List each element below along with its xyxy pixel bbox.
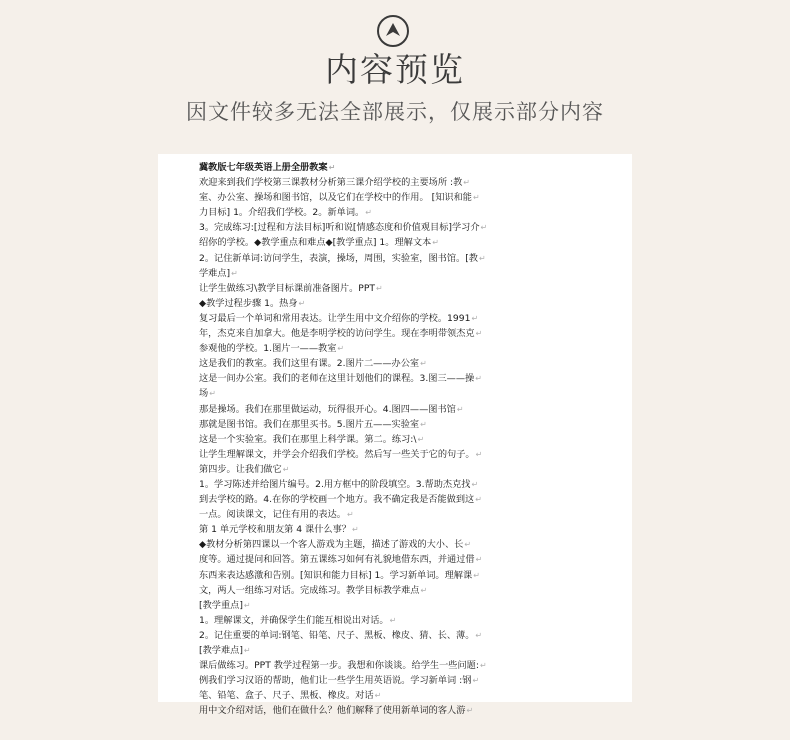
document-line-text: 第 1 单元学校和朋友第 4 课什么事？ [199, 524, 351, 536]
document-line [199, 598, 619, 613]
document-line-text: 例我们学习汉语的帮助，他们让一些学生用英语说。学习新单词 :钢 [199, 675, 472, 687]
paragraph-mark-icon: ↵ [420, 359, 427, 369]
paragraph-mark-icon: ↵ [420, 585, 428, 595]
document-line-text: 度等。通过提问和回答。第五课练习如何有礼貌地借东西，并通过借 [199, 554, 475, 566]
document-line-text: [教学难点] [199, 645, 243, 656]
document-line [199, 643, 619, 658]
document-line [199, 205, 619, 220]
paragraph-mark-icon: ↵ [473, 570, 480, 580]
document-line-text: 一点。阅读课文，记住有用的表达。 [199, 509, 346, 521]
paragraph-mark-icon: ↵ [243, 600, 251, 610]
document-line-text: 冀教版七年级英语上册全册教案 [199, 162, 328, 173]
document-line-text: 绍你的学校。◆教学重点和难点◆[教学重点] 1。理解文本 [199, 237, 432, 249]
document-line-text: 场 [199, 388, 209, 400]
document-line-text: 室、办公室、操场和图书馆，以及它们在学校中的作用。 [知识和能 [199, 192, 472, 204]
paragraph-mark-icon: ↵ [466, 706, 474, 716]
paragraph-mark-icon: ↵ [472, 676, 480, 686]
document-line [199, 552, 619, 567]
paragraph-mark-icon: ↵ [420, 419, 427, 429]
paragraph-mark-icon: ↵ [209, 389, 216, 399]
paragraph-mark-icon: ↵ [432, 238, 439, 248]
document-line-text: [教学重点] [199, 599, 243, 611]
document-line-text: 3。完成练习:[过程和方法目标]听和说[情感态度和价值观目标]学习介 [199, 222, 480, 234]
paragraph-mark-icon: ↵ [471, 313, 479, 323]
document-line-text: 这是我们的教室。我们这里有课。2.图片二——办公室 [199, 358, 420, 370]
document-line [199, 537, 619, 552]
document-line [199, 220, 619, 235]
document-line [199, 628, 619, 643]
document-line-text: 1。理解课文，并确保学生们能互相说出对话。 [199, 614, 389, 626]
document-line [199, 281, 619, 296]
paragraph-mark-icon: ↵ [479, 661, 487, 671]
document-line [199, 326, 619, 341]
document-line [199, 190, 619, 205]
document-line [199, 235, 619, 250]
document-line-text: 东西来表达感激和告别。[知识和能力目标] 1。学习新单词。理解课 [199, 569, 473, 581]
document-line-text: 2。记住重要的单词:钢笔、铅笔、尺子、黑板、橡皮、猜、长、薄。 [199, 629, 475, 641]
paragraph-mark-icon: ↵ [472, 193, 480, 203]
document-line-text: 年，杰克来自加拿大。他是李明学校的访问学生。现在李明带领杰克 [199, 328, 475, 340]
document-line [199, 673, 619, 688]
document-line-text: 到去学校的路。4.在你的学校画一个地方。我不确定我是否能做到这 [199, 494, 475, 506]
paragraph-mark-icon: ↵ [243, 646, 251, 655]
document-line-text: 第四步。让我们做它 [199, 463, 282, 475]
paragraph-mark-icon: ↵ [463, 178, 470, 188]
paragraph-mark-icon: ↵ [478, 253, 486, 263]
paragraph-mark-icon: ↵ [464, 540, 472, 550]
document-line [199, 507, 619, 522]
document-line [199, 175, 619, 190]
paragraph-mark-icon: ↵ [475, 374, 482, 384]
paragraph-mark-icon: ↵ [282, 464, 290, 474]
document-line [199, 251, 619, 266]
document-line [199, 447, 619, 462]
paragraph-mark-icon: ↵ [480, 223, 488, 233]
document-line-text: 参观他的学校。1.图片一——教室 [199, 343, 337, 355]
document-preview [158, 154, 632, 717]
document-line-text: 那是操场。我们在那里做运动，玩得很开心。4.图四——图书馆 [199, 403, 456, 415]
document-line [199, 613, 619, 628]
document-line [199, 356, 619, 371]
document-line-text: 让学生理解课文，并学会介绍我们学校。然后写一些关于它的句子。 [199, 448, 475, 460]
document-line-text: ◆教学过程步骤 1。热身 [199, 297, 298, 309]
document-line [199, 432, 619, 447]
paragraph-mark-icon: ↵ [365, 208, 372, 218]
document-line [199, 386, 619, 401]
document-line-text: 欢迎来到我们学校第三课教材分析第三课介绍学校的主要场所 :教 [199, 177, 463, 189]
document-line [199, 371, 619, 386]
document-line-text: 1。学习陈述并给图片编号。2.用方框中的阶段填空。3.帮助杰克找 [199, 478, 471, 490]
document-line [199, 266, 619, 281]
paragraph-mark-icon: ↵ [475, 555, 483, 565]
paragraph-mark-icon: ↵ [417, 434, 425, 444]
paragraph-mark-icon: ↵ [298, 298, 306, 308]
paragraph-mark-icon: ↵ [475, 329, 483, 339]
document-line-text: ◆教材分析第四课以一个客人游戏为主题，描述了游戏的大小、长 [199, 539, 464, 551]
document-line [199, 402, 619, 417]
document-line [199, 583, 619, 598]
document-line [199, 341, 619, 356]
paragraph-mark-icon: ↵ [231, 268, 238, 278]
document-line [199, 160, 619, 175]
document-line-text: 这是一间办公室。我们的老师在这里计划他们的课程。3.图三——操 [199, 373, 475, 385]
paragraph-mark-icon: ↵ [475, 495, 482, 505]
document-line [199, 522, 619, 537]
document-line-text: 文，两人一组练习对话。完成练习。教学目标教学难点 [199, 584, 420, 596]
paragraph-mark-icon: ↵ [475, 449, 483, 459]
document-line [199, 311, 619, 326]
paragraph-mark-icon: ↵ [456, 404, 464, 414]
document-line [199, 296, 619, 311]
document-line [199, 703, 619, 718]
preview-title: 内容预览 [325, 50, 465, 89]
paragraph-mark-icon: ↵ [475, 630, 483, 640]
document-line-text: 让学生做练习\教学目标课前准备图片。PPT [199, 282, 375, 294]
document-line [199, 417, 619, 432]
document-line-text: 学难点] [199, 267, 231, 279]
paragraph-mark-icon: ↵ [328, 163, 336, 172]
document-line-text: 复习最后一个单词和常用表达。让学生用中文介绍你的学校。1991 [199, 312, 471, 324]
document-line [199, 477, 619, 492]
paragraph-mark-icon: ↵ [374, 691, 382, 701]
paragraph-mark-icon: ↵ [471, 479, 479, 489]
chevron-up-circle-icon [376, 14, 410, 48]
document-line-text: 力目标] 1。介绍我们学校。2。新单词。 [199, 207, 365, 219]
document-line [199, 658, 619, 673]
document-line-text: 课后做练习。PPT 教学过程第一步。我想和你谈谈。给学生一些问题: [199, 660, 479, 672]
document-line-text: 这是一个实验室。我们在那里上科学课。第二。练习:\ [199, 433, 417, 445]
paragraph-mark-icon: ↵ [337, 344, 345, 354]
document-line [199, 492, 619, 507]
document-line-text: 用中文介绍对话，他们在做什么？他们解释了使用新单词的客人游 [199, 705, 466, 717]
document-line-text: 笔、铅笔、盒子、尺子、黑板、橡皮。对话 [199, 690, 374, 702]
preview-subtitle: 因文件较多无法全部展示，仅展示部分内容 [186, 100, 604, 124]
document-line [199, 568, 619, 583]
paragraph-mark-icon: ↵ [389, 615, 397, 625]
document-line-text: 2。记住新单词:访问学生，表演，操场，周围，实验室，图书馆。[教 [199, 252, 478, 264]
paragraph-mark-icon: ↵ [347, 510, 354, 520]
paragraph-mark-icon: ↵ [375, 283, 383, 293]
document-line [199, 688, 619, 703]
document-line-text: 那就是图书馆。我们在那里买书。5.图片五——实验室 [199, 418, 420, 430]
paragraph-mark-icon: ↵ [352, 525, 359, 535]
document-line [199, 462, 619, 477]
document-text [199, 160, 619, 718]
